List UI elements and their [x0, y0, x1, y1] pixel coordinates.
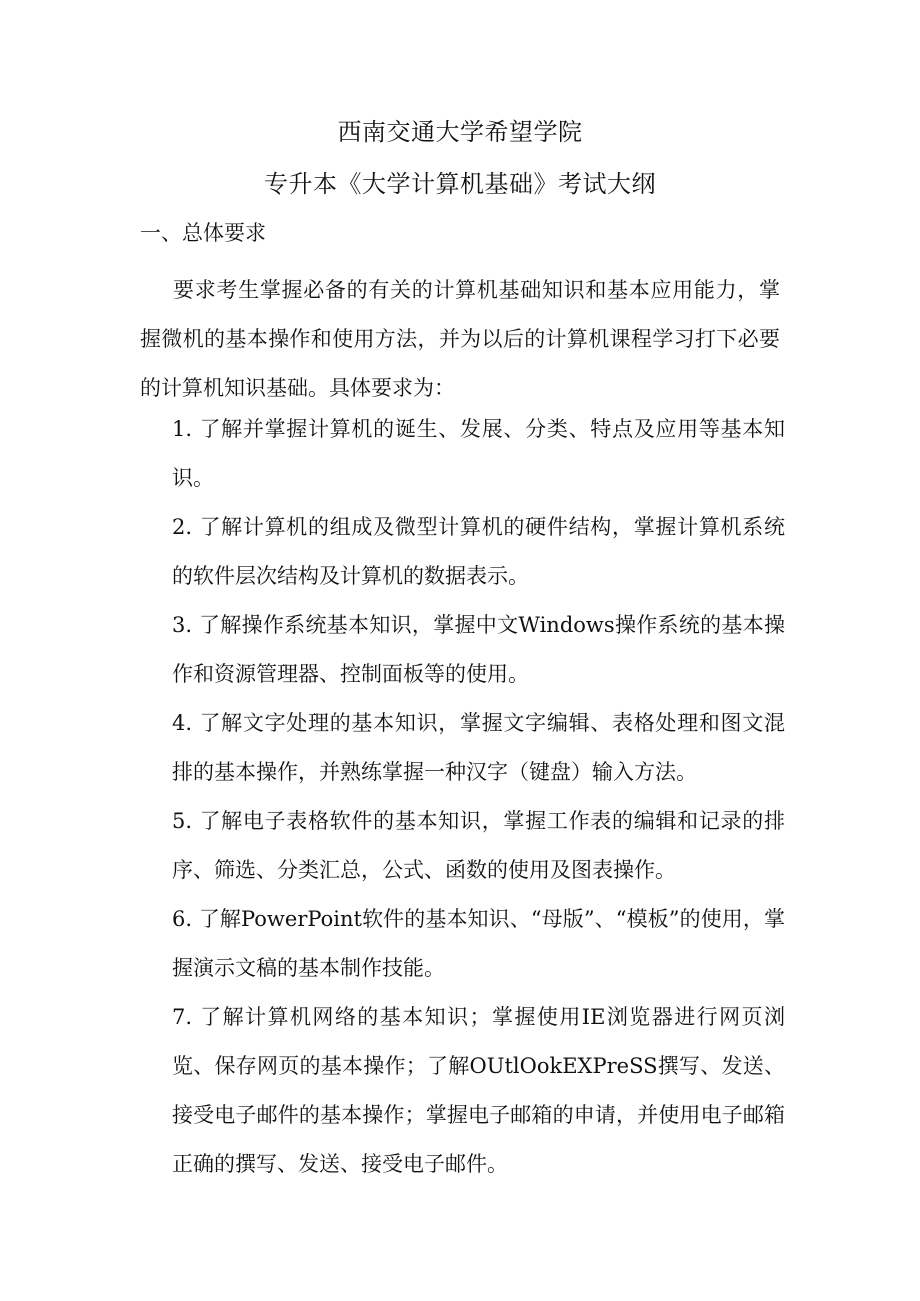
requirement-number: 2.	[172, 515, 193, 539]
requirement-text: 了解计算机的组成及微型计算机的硬件结构，掌握计算机系统的软件层次结构及计算机的数据表示。	[172, 515, 785, 588]
document-title-institution: 西南交通大学希望学院	[337, 118, 583, 146]
requirement-text: 了解PowerPoint软件的基本知识、“母版”、“模板”的使用，掌握演示文稿的基本制作技能。	[172, 907, 785, 980]
requirement-text: 了解文字处理的基本知识，掌握文字编辑、表格处理和图文混排的基本操作，并熟练掌握一种汉字（键盘）输入方法。	[172, 711, 785, 784]
document-title-syllabus: 专升本《大学计算机基础》考试大纲	[264, 170, 656, 198]
requirements-list	[140, 405, 785, 1189]
requirement-text: 了解计算机网络的基本知识；掌握使用IE浏览器进行网页浏览、保存网页的基本操作；了解OUtlOokEXPreSS撰写、发送、接受电子邮件的基本操作；掌握电子邮箱的申请，并使用电子邮箱正确的撰写、发送、接受电子邮件。	[172, 1005, 785, 1176]
requirement-number: 3.	[172, 613, 193, 637]
intro-paragraph: 要求考生掌握必备的有关的计算机基础知识和基本应用能力，掌握微机的基本操作和使用方法，并为以后的计算机课程学习打下必要的计算机知识基础。具体要求为：	[140, 278, 780, 400]
requirement-text: 了解并掌握计算机的诞生、发展、分类、特点及应用等基本知识。	[172, 417, 785, 490]
requirement-item	[140, 993, 785, 1189]
requirement-number: 6.	[172, 907, 193, 931]
requirement-number: 4.	[172, 711, 193, 735]
requirement-number: 5.	[172, 809, 193, 833]
requirement-number: 1.	[172, 417, 193, 441]
requirement-item	[140, 699, 785, 797]
requirement-item	[140, 797, 785, 895]
requirement-item	[140, 503, 785, 601]
requirement-item	[140, 601, 785, 699]
requirement-text: 了解电子表格软件的基本知识，掌握工作表的编辑和记录的排序、筛选、分类汇总，公式、函数的使用及图表操作。	[172, 809, 785, 882]
requirement-text: 了解操作系统基本知识，掌握中文Windows操作系统的基本操作和资源管理器、控制面板等的使用。	[172, 613, 785, 686]
section-heading-general-requirements: 一、总体要求	[140, 221, 266, 245]
requirement-item	[140, 895, 785, 993]
requirement-item	[140, 405, 785, 503]
requirement-number: 7.	[172, 1005, 193, 1029]
